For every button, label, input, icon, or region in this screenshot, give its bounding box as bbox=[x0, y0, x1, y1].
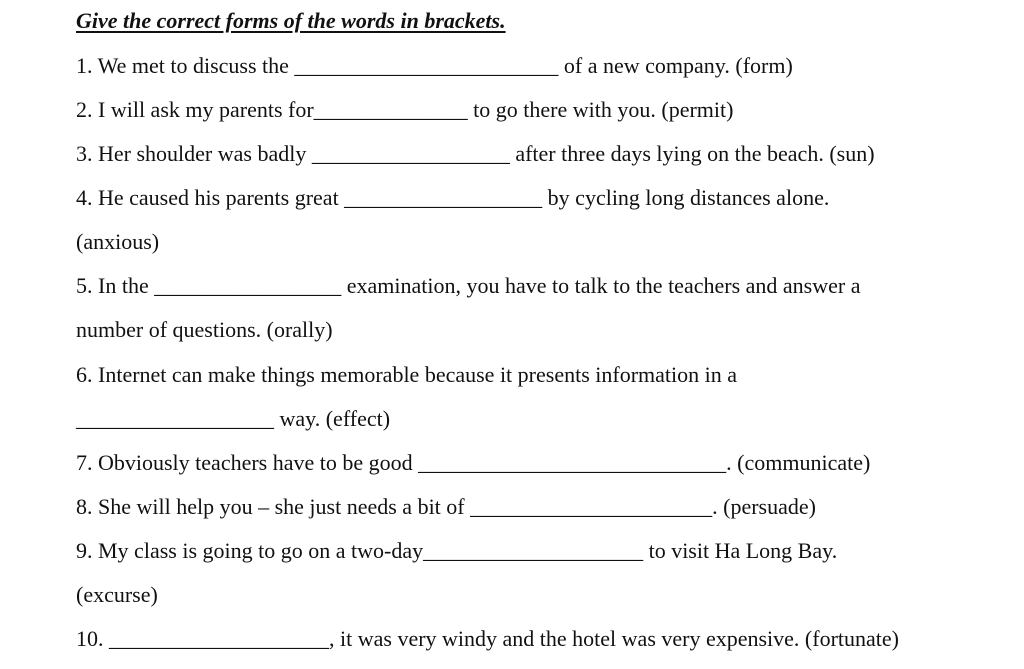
exercise-line-5-cont: number of questions. (orally) bbox=[76, 317, 333, 342]
exercise-line-2: 2. I will ask my parents for______________ to go there with you. (permit) bbox=[76, 97, 734, 122]
exercise-line-4: 4. He caused his parents great __________________ by cycling long distances alone. bbox=[76, 185, 830, 210]
exercise-line-10: 10. ____________________, it was very windy and the hotel was very expensive. (fortunate) bbox=[76, 626, 899, 651]
exercise-line-4-hint: (anxious) bbox=[76, 229, 160, 254]
exercise-line-9: 9. My class is going to go on a two-day____________________ to visit Ha Long Bay. bbox=[76, 538, 838, 563]
exercise-line-6: 6. Internet can make things memorable because it presents information in a bbox=[76, 362, 737, 387]
exercise-line-3: 3. Her shoulder was badly __________________ after three days lying on the beach. (sun) bbox=[76, 141, 875, 166]
worksheet-heading: Give the correct forms of the words in brackets. bbox=[76, 8, 506, 33]
exercise-line-6-cont: __________________ way. (effect) bbox=[76, 406, 391, 431]
exercise-line-8: 8. She will help you – she just needs a bit of ______________________. (persuade) bbox=[76, 494, 816, 519]
exercise-line-7: 7. Obviously teachers have to be good ____________________________. (communicate) bbox=[76, 450, 871, 475]
exercise-line-5: 5. In the _________________ examination, you have to talk to the teachers and answer a bbox=[76, 273, 861, 298]
exercise-line-9-hint: (excurse) bbox=[76, 582, 158, 607]
exercise-line-1: 1. We met to discuss the ________________________ of a new company. (form) bbox=[76, 53, 793, 78]
